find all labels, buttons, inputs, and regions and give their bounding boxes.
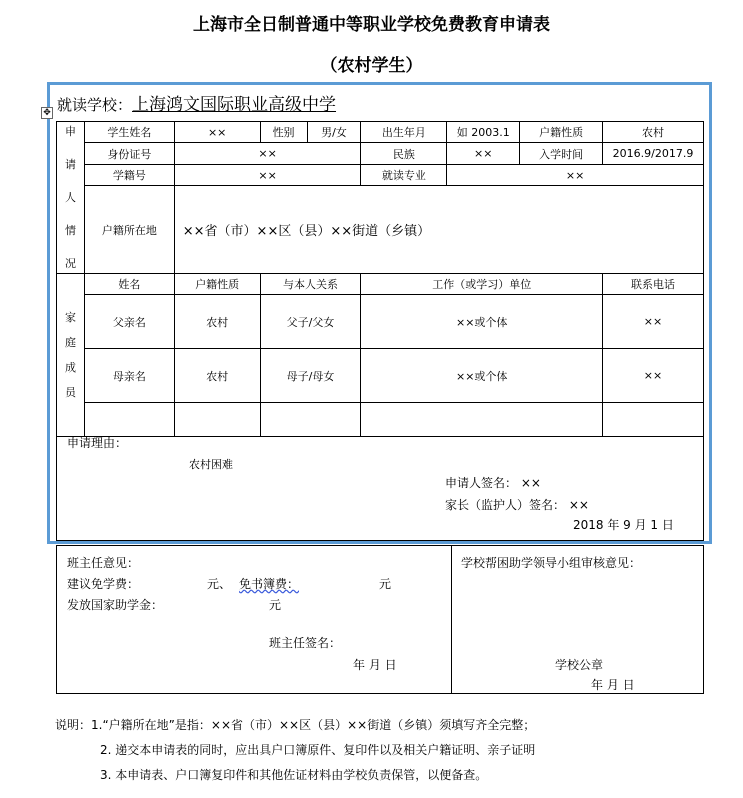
note-line-3: 3. 本申请表、户口簿复印件和其他佐证材料由学校负责保管，以便备查。 xyxy=(100,768,488,782)
committee-date[interactable]: 年 月 日 xyxy=(591,678,635,692)
grant-unit: 元 xyxy=(269,598,282,612)
student-name-label: 学生姓名 xyxy=(84,122,174,143)
enroll-field[interactable]: 2016.9/2017.9 xyxy=(603,143,704,164)
note-line-2: 2. 递交本申请表的同时，应出具户口簿原件、复印件以及相关户籍证明、亲子证明 xyxy=(100,743,536,757)
birth-field[interactable]: 如 2003.1 xyxy=(447,122,520,143)
school-name[interactable]: 上海鸿文国际职业高级中学 xyxy=(132,95,337,115)
family-header-hukou: 户籍性质 xyxy=(174,274,260,295)
reason-section xyxy=(56,428,704,541)
id-field[interactable]: ×× xyxy=(174,143,361,164)
family-work-field[interactable]: ××或个体 xyxy=(361,295,603,349)
teacher-opinion-label: 班主任意见： xyxy=(67,556,140,570)
school-stamp-label: 学校公章 xyxy=(555,658,604,672)
book-fee-label: 免书簿费： xyxy=(239,577,300,591)
gender-label: 性别 xyxy=(260,122,307,143)
form-subtitle: （农村学生） xyxy=(320,56,423,76)
ethnic-field[interactable]: ×× xyxy=(447,143,520,164)
hukou-type-label: 户籍性质 xyxy=(520,122,603,143)
family-name-field[interactable]: 母亲名 xyxy=(84,349,174,403)
guardian-signature[interactable]: 家长（监护人）签名： ×× xyxy=(445,498,589,512)
family-hukou-field[interactable]: 农村 xyxy=(174,295,260,349)
hukou-type-field[interactable]: 农村 xyxy=(603,122,704,143)
reason-label: 申请理由： xyxy=(67,436,128,450)
applicant-signature[interactable]: 申请人签名： ×× xyxy=(445,476,541,490)
ethnic-label: 民族 xyxy=(361,143,447,164)
note-line-1: 说明：1.“户籍所在地”是指：××省（市）××区（县）××街道（乡镇）须填写齐全完整； xyxy=(55,718,536,732)
id-label: 身份证号 xyxy=(84,143,174,164)
family-row xyxy=(57,295,704,349)
hukou-place-field[interactable]: ××省（市）××区（县）××街道（乡镇） xyxy=(174,186,703,274)
reason-date[interactable]: 2018 年 9 月 1 日 xyxy=(573,518,674,532)
family-work-field[interactable]: ××或个体 xyxy=(361,349,603,403)
review-section xyxy=(56,545,704,694)
student-no-field[interactable]: ×× xyxy=(174,164,361,185)
family-header-name: 姓名 xyxy=(84,274,174,295)
family-phone-field[interactable]: ×× xyxy=(603,349,704,403)
reason-text[interactable]: 农村困难 xyxy=(189,458,233,471)
tuition-label: 建议免学费： xyxy=(67,577,140,591)
application-table xyxy=(56,121,704,437)
form-title: 上海市全日制普通中等职业学校免费教育申请表 xyxy=(193,15,550,35)
gender-field[interactable]: 男/女 xyxy=(307,122,361,143)
grant-label: 发放国家助学金： xyxy=(67,598,164,612)
family-header-relation: 与本人关系 xyxy=(260,274,361,295)
book-fee-unit: 元 xyxy=(379,577,392,591)
tuition-unit: 元、 xyxy=(207,577,232,591)
teacher-signature[interactable]: 班主任签名： xyxy=(269,636,342,650)
column-divider xyxy=(451,546,452,693)
applicant-section-label: 申 请 人 情 况 xyxy=(57,122,85,274)
school-label: 就读学校： xyxy=(57,96,133,114)
family-header-phone: 联系电话 xyxy=(603,274,704,295)
family-relation-field[interactable]: 母子/母女 xyxy=(260,349,361,403)
family-section-label: 家 庭 成 员 xyxy=(57,274,85,437)
family-row xyxy=(57,349,704,403)
hukou-place-label: 户籍所在地 xyxy=(84,186,174,274)
school-row xyxy=(57,90,336,115)
birth-label: 出生年月 xyxy=(361,122,447,143)
committee-opinion-label: 学校帮困助学领导小组审核意见： xyxy=(461,556,642,570)
table-move-handle-icon[interactable]: ✥ xyxy=(41,107,53,119)
teacher-date[interactable]: 年 月 日 xyxy=(353,658,397,672)
family-header-work: 工作（或学习）单位 xyxy=(361,274,603,295)
major-label: 就读专业 xyxy=(361,164,447,185)
family-relation-field[interactable]: 父子/父女 xyxy=(260,295,361,349)
family-name-field[interactable]: 父亲名 xyxy=(84,295,174,349)
family-phone-field[interactable]: ×× xyxy=(603,295,704,349)
major-field[interactable]: ×× xyxy=(447,164,704,185)
enroll-label: 入学时间 xyxy=(520,143,603,164)
student-name-field[interactable]: ×× xyxy=(174,122,260,143)
family-hukou-field[interactable]: 农村 xyxy=(174,349,260,403)
student-no-label: 学籍号 xyxy=(84,164,174,185)
